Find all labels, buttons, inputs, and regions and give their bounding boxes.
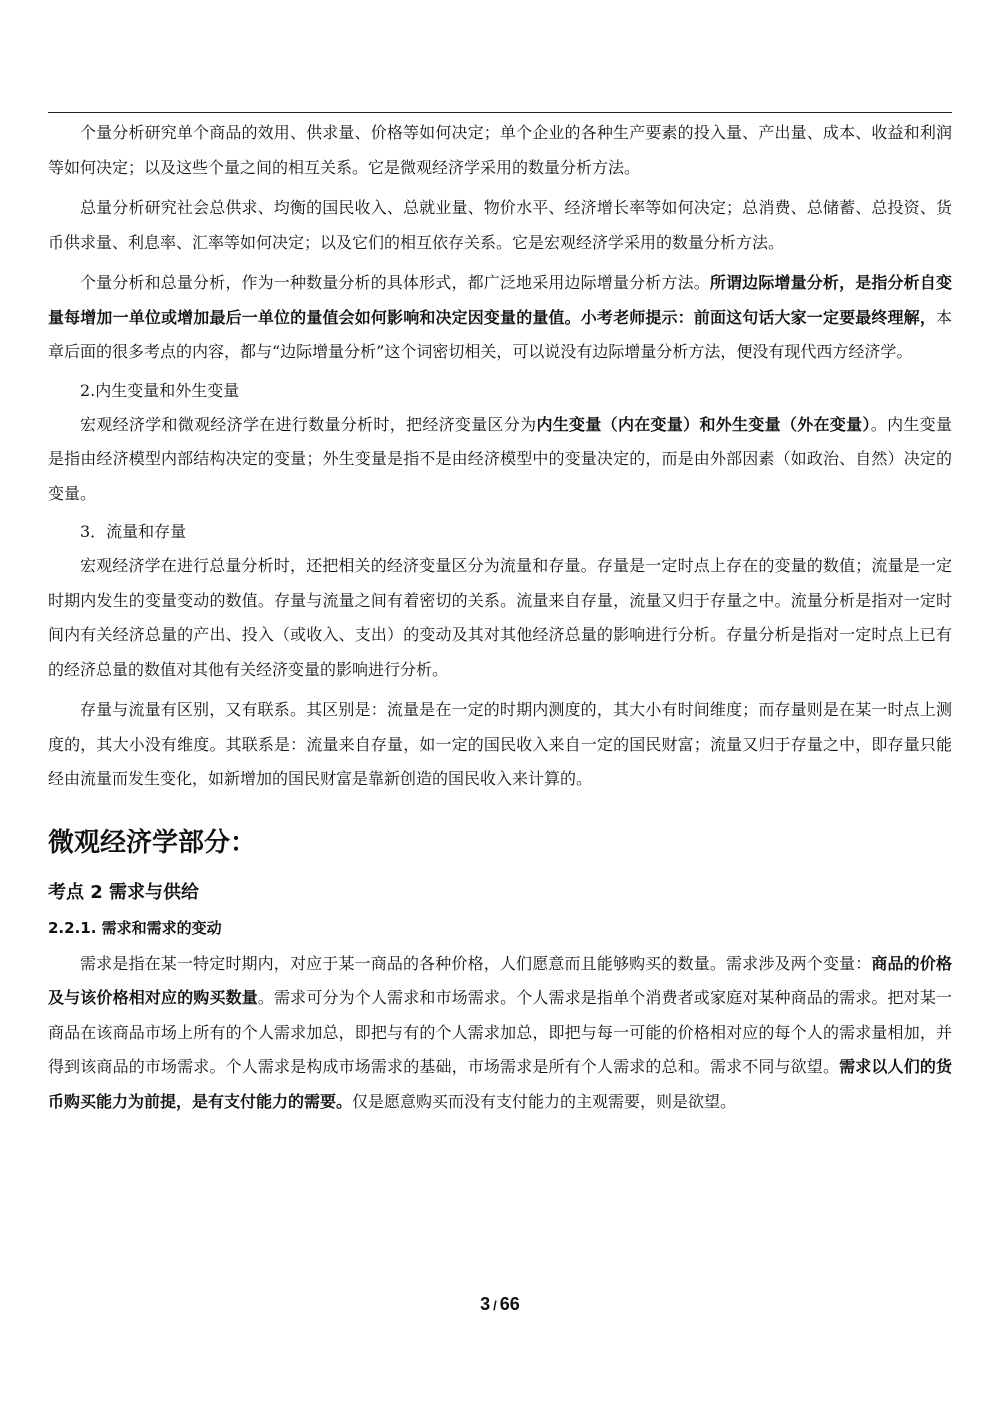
marginal-conclusion-text: 本章后面的很多考点的内容，都与“边际增量分析”这个词密切相关，可以说没有边际增量分析方法，便没有现代西方经济学。 (48, 307, 952, 361)
endo-terms-bold: 内生变量（内在变量）和外生变量（外在变量） (536, 414, 871, 434)
paragraph-endogenous-exogenous (48, 408, 952, 512)
paragraph-flow-stock: 宏观经济学在进行总量分析时，还把相关的经济变量区分为流量和存量。存量是一定时点上存在的变量的数值；流量是一定时期内发生的变量变动的数值。存量与流量之间有着密切的关系。流量来自存量，流量又归于存量之中。流量分析是指对一定时间内有关经济总量的产出、投入（或收入、支出）的变动及其对其他经济总量的影响进行分析。存量分析是指对一定时点上已有的经济总量的数值对其他有关经济变量的影响进行分析。 (48, 556, 952, 679)
paragraph-individual-analysis: 个量分析研究单个商品的效用、供求量、价格等如何决定；单个企业的各种生产要素的投入量、产出量、成本、收益和利润等如何决定；以及这些个量之间的相互关系。它是微观经济学采用的数量分析方法。 (48, 123, 952, 177)
topic-title: 考点 2 需求与供给 (48, 881, 200, 903)
page-number (0, 1294, 1000, 1315)
marginal-definition-bold: 所谓边际增量分析，是指分析自变量每增加一单位或增加最后一单位的量值会如何影响和决定因变量的量值。小考老师提示：前面这句话大家一定要最终理解， (48, 273, 952, 327)
section-title: 微观经济学部分： (48, 827, 257, 858)
endo-definition-text: 。内生变量是指由经济模型内部结构决定的变量；外生变量是指不是由经济模型中的变量决定的，而是由外部因素（如政治、自然）决定的变量。 (48, 414, 952, 503)
heading-flow-stock: 3．流量和存量 (80, 522, 187, 541)
page-body (48, 116, 952, 1119)
marginal-intro-text: 个量分析和总量分析，作为一种数量分析的具体形式，都广泛地采用边际增量分析方法。 (80, 273, 710, 292)
paragraph-aggregate-analysis: 总量分析研究社会总供求、均衡的国民收入、总就业量、物价水平、经济增长率等如何决定；总消费、总储蓄、总投资、货币供求量、利息率、汇率等如何决定；以及它们的相互依存关系。它是宏观经济学采用的数量分析方法。 (48, 198, 952, 252)
total-pages: 66 (499, 1294, 520, 1314)
page-separator: / (493, 1298, 497, 1313)
demand-premise-bold: 需求以人们的货币购买能力为前提，是有支付能力的需要。 (48, 1057, 952, 1111)
current-page: 3 (480, 1294, 491, 1314)
demand-variables-bold: 商品的价格及与该价格相对应的购买数量 (48, 953, 952, 1007)
demand-intro-text: 需求是指在某一特定时期内，对应于某一商品的各种价格，人们愿意而且能够购买的数量。需求涉及两个变量： (80, 953, 872, 973)
heading-endogenous-exogenous: 2.内生变量和外生变量 (80, 380, 240, 400)
demand-body-text: 。需求可分为个人需求和市场需求。个人需求是指单个消费者或家庭对某种商品的需求。把对某一商品在该商品市场上所有的个人需求加总，即把与有的个人需求加总，即把与每一可能的价格相对应的每个人的需求量相加，并得到该商品的市场需求。个人需求是构成市场需求的基础，市场需求是所有个人需求的总和。需求不同与欲望。 (48, 988, 952, 1076)
demand-desire-text: 仅是愿意购买而没有支付能力的主观需要，则是欲望。 (352, 1091, 737, 1111)
paragraph-marginal-analysis (48, 266, 952, 370)
paragraph-flow-stock-relation: 存量与流量有区别，又有联系。其区别是：流量是在一定的时期内测度的，其大小有时间维度；而存量则是在某一时点上测度的，其大小没有维度。其联系是：流量来自存量，如一定的国民收入来自一定的国民财富；流量又归于存量之中，即存量只能经由流量而发生变化，如新增加的国民财富是靠新创造的国民收入来计算的。 (48, 700, 952, 788)
paragraph-demand (48, 947, 952, 1120)
subsection-title: 2.2.1. 需求和需求的变动 (48, 918, 222, 937)
header-rule (48, 112, 952, 113)
endo-intro-text: 宏观经济学和微观经济学在进行数量分析时，把经济变量区分为 (80, 414, 537, 434)
